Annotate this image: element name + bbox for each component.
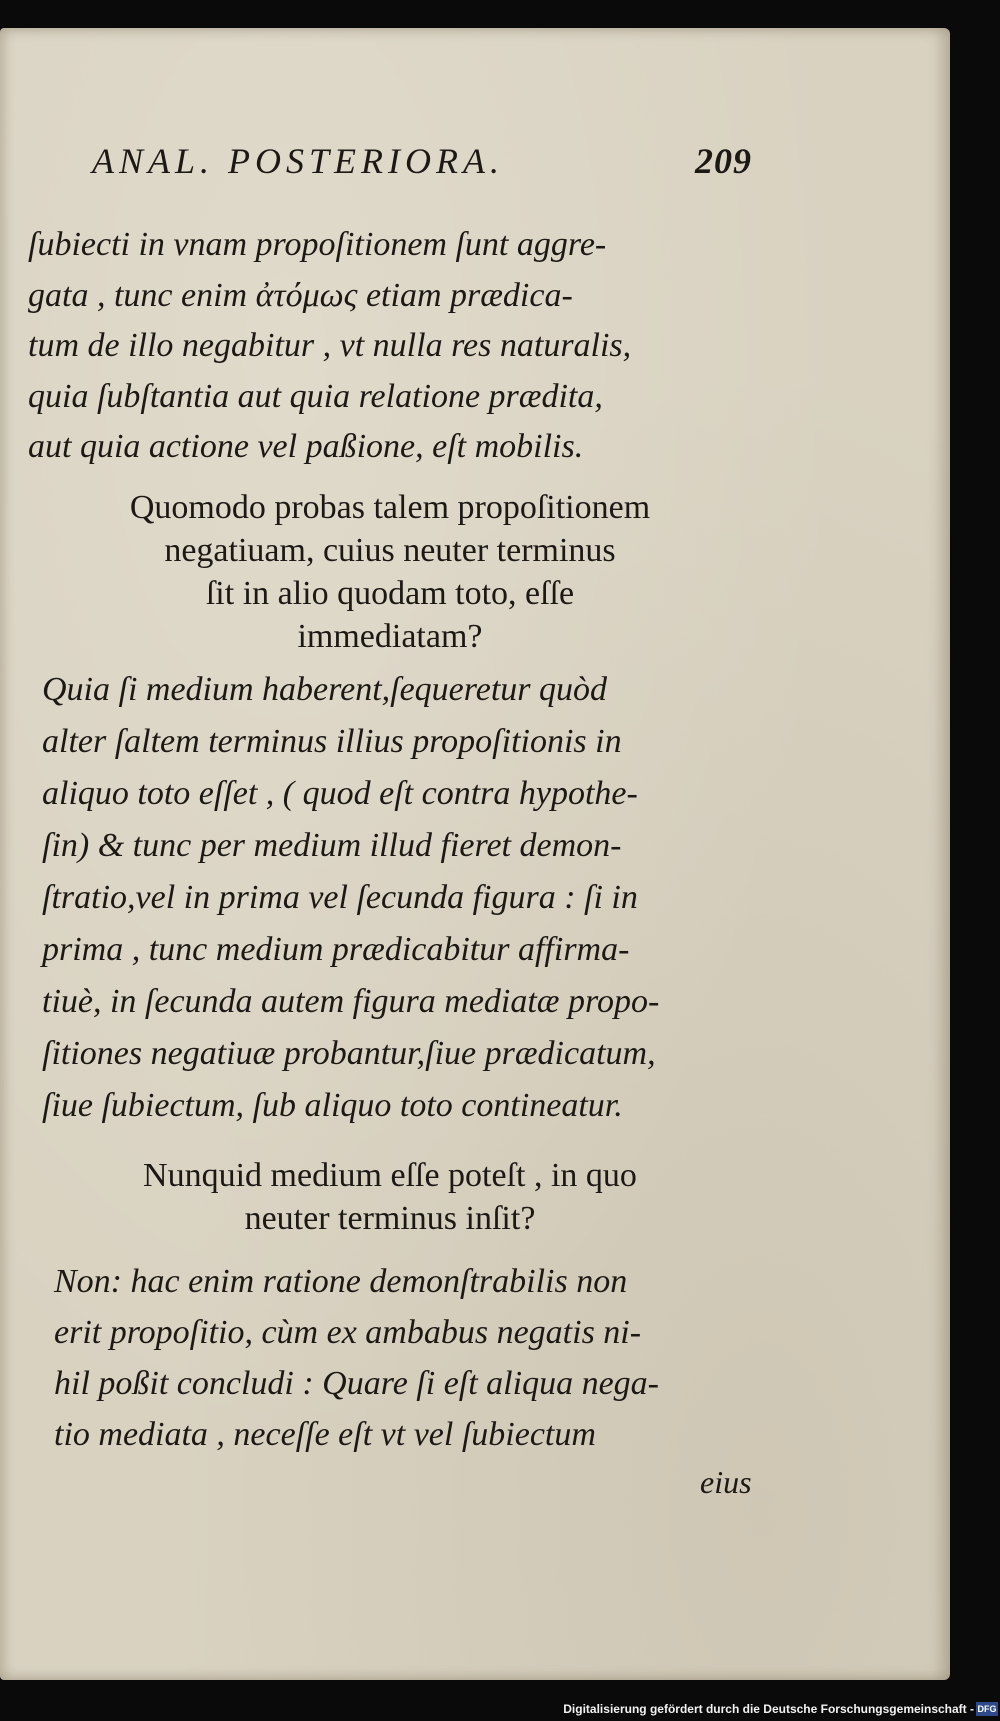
text-line: immediatam? <box>297 618 483 655</box>
text-line: neuter terminus inſit? <box>244 1200 536 1237</box>
text-line: tio mediata , neceſſe eſt vt vel ſubiectum <box>54 1416 596 1453</box>
question-1 <box>30 486 750 658</box>
text-line: aliquo toto eſſet , ( quod eſt contra hypothe- <box>42 775 638 812</box>
dfg-logo-icon: DFG <box>977 1704 997 1714</box>
text-line: hil poßit concludi : Quare ſi eſt aliqua nega- <box>54 1365 659 1402</box>
text-line: ſit in alio quodam toto, eſſe <box>205 575 575 612</box>
text-line: Nunquid medium eſſe poteſt , in quo <box>143 1157 637 1194</box>
paragraph-3 <box>54 1256 764 1460</box>
text-line: Quia ſi medium haberent,ſequeretur quòd <box>42 671 608 708</box>
text-line: Non: hac enim ratione demonſtrabilis non <box>54 1263 628 1300</box>
text-line: aut quia actione vel paßione, eſt mobilis. <box>28 428 584 465</box>
paragraph-1 <box>28 220 738 473</box>
text-line: tiuè, in ſecunda autem figura mediatæ propo- <box>42 983 660 1020</box>
text-line: Quomodo probas talem propoſitionem <box>129 489 651 526</box>
text-line: ſtratio,vel in prima vel ſecunda figura : ſi in <box>42 879 638 916</box>
paragraph-2 <box>42 664 762 1132</box>
text-line: ſiue ſubiectum, ſub aliquo toto contineatur. <box>42 1087 623 1124</box>
catchword: eius <box>700 1464 752 1500</box>
text-line: prima , tunc medium prædicabitur affirma- <box>42 931 630 968</box>
text-line: tum de illo negabitur , vt nulla res naturalis, <box>28 327 632 364</box>
book-page <box>0 28 950 1680</box>
question-2 <box>50 1154 730 1240</box>
page-text <box>0 28 950 1680</box>
text-line: quia ſubſtantia aut quia relatione prædita, <box>28 377 603 415</box>
text-line: erit propoſitio, cùm ex ambabus negatis ni- <box>54 1314 642 1351</box>
text-line: ſin) & tunc per medium illud fieret demon- <box>42 827 622 864</box>
footer-bar <box>0 1700 1000 1721</box>
text-line: gata , tunc enim ἀτόμως etiam prædica- <box>28 276 573 314</box>
page-number: 209 <box>695 141 752 181</box>
text-line: ſubiecti in vnam propoſitionem ſunt aggre- <box>28 226 607 263</box>
running-header <box>92 136 752 186</box>
running-title: ANAL. POSTERIORA. <box>92 141 504 181</box>
funding-credit: Digitalisierung gefördert durch die Deutsche Forschungsgemeinschaft - <box>563 1702 974 1716</box>
text-line: ſitiones negatiuæ probantur,ſiue prædicatum, <box>42 1035 656 1072</box>
text-line: alter ſaltem terminus illius propoſitionis in <box>42 723 622 760</box>
text-line: negatiuam, cuius neuter terminus <box>164 532 616 569</box>
